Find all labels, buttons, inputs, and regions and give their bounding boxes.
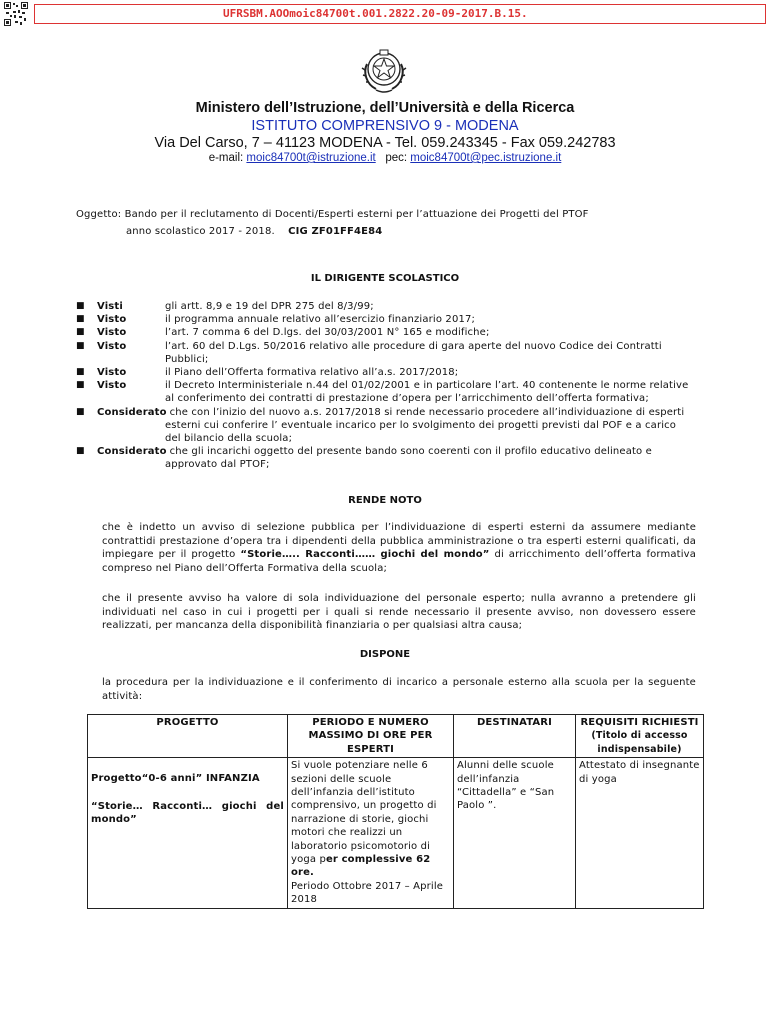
subject-line: Oggetto: Bando per il reclutamento di Docenti/Esperti esterni per l’attuazione dei Progetti del PTOF xyxy=(76,209,589,220)
dispone-paragraph: la procedura per la individuazione e il conferimento di incarico a personale esterno alla scuola per la seguente attività: xyxy=(102,677,696,702)
pec-label: pec: xyxy=(385,152,408,164)
premise-text: Considerato che con l’inizio del nuovo a.s. 2017/2018 si rende necessario procedere all’individuazione di esperti esterni cui conferire l’ eventuale incarico per lo svolgimento dei progetti previsti dal POF e a carico del bilancio della scuola; xyxy=(97,406,685,445)
premise-item: ■ Considerato che con l’inizio del nuovo a.s. 2017/2018 si rende necessario procedere all’individuazione di esperti esterni cui conferire l’ eventuale incarico per lo svolgimento dei progetti previsti dal POF e a carico del bilancio della scuola; xyxy=(76,406,706,446)
premise-keyword: Visto xyxy=(97,314,127,326)
premise-keyword: Considerato xyxy=(97,446,167,458)
period-dates: Periodo Ottobre 2017 – Aprile 2018 xyxy=(291,880,444,906)
premise-text: il Decreto Interministeriale n.44 del 01/02/2001 e in particolare l’art. 40 contenente le norme relative al conferimento dei contratti di prestazione d’opera per l’arricchimento dell’offerta formativa; xyxy=(165,380,689,405)
premise-keyword: Visto xyxy=(97,367,127,379)
school-name: ISTITUTO COMPRENSIVO 9 - MODENA xyxy=(251,118,519,134)
premise-item: ■ Visto il Piano dell’Offerta formativa relativo all’a.s. 2017/2018; xyxy=(76,366,706,379)
premise-item: ■ Visto l’art. 60 del D.Lgs. 50/2016 relativo alle procedure di gara aperte del nuovo Codice dei Contratti Pubblici; xyxy=(76,340,706,366)
premise-text: gli artt. 8,9 e 19 del DPR 275 del 8/3/99; xyxy=(165,301,374,312)
premise-item: ■ Considerato che gli incarichi oggetto del presente bando sono coerenti con il profilo educativo delineato e approvato dal PTOF; xyxy=(76,445,706,471)
premise-text: l’art. 7 comma 6 del D.lgs. del 30/03/2001 N° 165 e modifiche; xyxy=(165,327,490,339)
header-periodo: PERIODO E NUMERO MASSIMO DI ORE PER ESPERTI xyxy=(288,715,454,758)
premise-text: Considerato che gli incarichi oggetto del presente bando sono coerenti con il profilo educativo delineato e approvato dal PTOF; xyxy=(97,446,652,471)
ministry-title: Ministero dell’Istruzione, dell’Università e della Ricerca xyxy=(195,100,575,116)
premise-item: ■ Visti gli artt. 8,9 e 19 del DPR 275 del 8/3/99; xyxy=(76,300,706,313)
table-header-row xyxy=(88,715,704,758)
header-progetto: PROGETTO xyxy=(88,715,288,758)
project-table xyxy=(87,714,704,909)
dirigente-heading: IL DIRIGENTE SCOLASTICO xyxy=(310,273,460,284)
subject-line-2 xyxy=(126,226,382,237)
project-name: “Storie… Racconti… giochi del mondo” xyxy=(91,800,284,826)
premise-text: il Piano dell’Offerta formativa relativo all’a.s. 2017/2018; xyxy=(165,367,459,379)
project-label: Progetto“0-6 anni” INFANZIA xyxy=(91,773,260,785)
premise-text: l’art. 60 del D.Lgs. 50/2016 relativo alle procedure di gara aperte del nuovo Codice dei Contratti Pubblici; xyxy=(165,340,662,365)
premise-item: ■ Visto il Decreto Interministeriale n.44 del 01/02/2001 e in particolare l’art. 40 contenente le norme relative al conferimento dei contratti di prestazione d’opera per l’arricchimento dell’offerta formativa; xyxy=(76,379,706,405)
email-label: e-mail: xyxy=(208,152,244,164)
school-address: Via Del Carso, 7 – 41123 MODENA - Tel. 059.243345 - Fax 059.242783 xyxy=(154,135,616,151)
premise-keyword: Visto xyxy=(97,380,127,392)
cell-progetto xyxy=(88,758,288,908)
protocol-stamp: UFRSBM.AOOmoic84700t.001.2822.20-09-2017.B.15. xyxy=(34,4,766,24)
premise-item: ■ Visto l’art. 7 comma 6 del D.lgs. del 30/03/2001 N° 165 e modifiche; xyxy=(76,326,706,339)
subject-year: anno scolastico 2017 - 2018. xyxy=(126,226,275,237)
header-destinatari: DESTINATARI xyxy=(454,715,576,758)
pec-link[interactable]: moic84700t@pec.istruzione.it xyxy=(410,152,562,164)
premise-text: il programma annuale relativo all’esercizio finanziario 2017; xyxy=(165,314,475,326)
cell-requisiti: Attestato di insegnante di yoga xyxy=(576,758,704,908)
email-link[interactable]: moic84700t@istruzione.it xyxy=(246,152,376,164)
table-row xyxy=(88,758,704,908)
cell-destinatari: Alunni delle scuole dell’infanzia “Cittadella” e “San Paolo ”. xyxy=(454,758,576,908)
qr-code xyxy=(4,2,28,26)
premise-item: ■ Visto il programma annuale relativo all’esercizio finanziario 2017; xyxy=(76,313,706,326)
rende-noto-paragraph-2: che il presente avviso ha valore di sola individuazione del personale esperto; nulla avranno a pretendere gli individuati nel caso in cui i progetti per i quali si rende necessario il presente avviso, non dovessero essere realizzati, per mancanza della disponibilità finanziaria o per qualsiasi altra causa; xyxy=(102,593,696,632)
premises-list xyxy=(76,300,706,472)
premise-keyword: Visti xyxy=(97,301,123,312)
rende-noto-heading: RENDE NOTO xyxy=(348,495,422,506)
premise-keyword: Considerato xyxy=(97,406,167,418)
dispone-heading: DISPONE xyxy=(359,649,411,660)
premise-keyword: Visto xyxy=(97,340,127,352)
rende-noto-paragraph-1: che è indetto un avviso di selezione pubblica per l’individuazione di esperti esterni da assumere mediante contrattidi prestazione d’opera tra i dipendenti della pubblica amministrazione o tra esperti esterni qualificati, da impiegare per il progetto “Storie….. Racconti…… giochi del mondo” di arricchimento dell’offerta formativa compreso nel Piano dell’Offerta Formativa della scuola; xyxy=(102,522,697,574)
project-title: “Storie….. Racconti…… giochi del mondo” xyxy=(240,549,490,561)
contact-line xyxy=(0,152,770,164)
cig-code: CIG ZF01FF4E84 xyxy=(288,226,383,237)
header-requisiti: REQUISITI RICHIESTI (Titolo di accesso indispensabile) xyxy=(576,715,704,758)
republic-emblem xyxy=(358,44,410,96)
premise-keyword: Visto xyxy=(97,327,127,339)
cell-periodo: Si vuole potenziare nelle 6 sezioni delle scuole dell’infanzia dell’istituto comprensivo, un progetto di narrazione di storie, giochi motori che realizzi un laboratorio psicomotorio di yoga per complessive 62 ore. Periodo Ottobre 2017 – Aprile 2018 xyxy=(288,758,454,908)
